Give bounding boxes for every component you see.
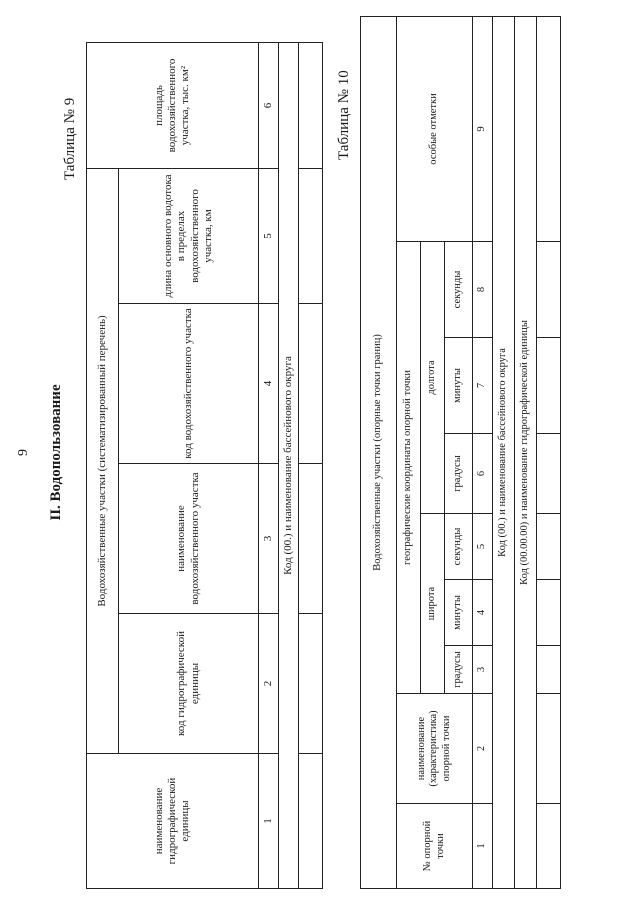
table9-empty-cell xyxy=(299,169,323,304)
table9-header-6 xyxy=(87,43,259,169)
table10-lat-seconds: секунды xyxy=(445,514,473,580)
table9-group-row xyxy=(87,43,119,889)
table9-empty-cell xyxy=(299,754,323,889)
table9-empty-row xyxy=(299,43,323,889)
table9-header-5: длина основного водотока в пределах водохозяйственного участка, км xyxy=(119,169,259,304)
table10-header-point-no: № опорной точки xyxy=(397,804,473,889)
table10-geo-header: географические координаты опорной точки xyxy=(397,242,421,694)
table10-header-notes: особые отметки xyxy=(397,16,473,241)
table9-header-3: наименование водохозяйственного участка xyxy=(119,464,259,614)
table10-lon-seconds: секунды xyxy=(445,242,473,338)
table10-geo-row xyxy=(397,16,421,888)
table10-label: Таблица № 10 xyxy=(336,70,352,160)
table10-empty-cell xyxy=(537,242,561,338)
table9-code-row xyxy=(279,43,299,889)
table9-header-4: код водохозяйственного участка xyxy=(119,304,259,464)
table10-num-6: 6 xyxy=(473,434,493,514)
section-title: II. Водопользование xyxy=(48,384,64,521)
table9-code-cell: Код (00.) и наименование бассейнового округа xyxy=(279,43,299,889)
page-number: 9 xyxy=(16,449,31,456)
table9-num-1: 1 xyxy=(259,754,279,889)
table10-lon-minutes: минуты xyxy=(445,338,473,434)
table10-num-9: 9 xyxy=(473,16,493,241)
table9-header-1: наименование гидрографической единицы xyxy=(87,754,259,889)
table10-lat-degrees: градусы xyxy=(445,646,473,694)
table10-group-row xyxy=(361,16,397,888)
table10-number-row xyxy=(473,16,493,888)
table10-lon-header: долгота xyxy=(421,242,445,514)
table9-label: Таблица № 9 xyxy=(62,97,78,180)
table10-empty-cell xyxy=(537,434,561,514)
table10-num-1: 1 xyxy=(473,804,493,889)
table10-empty-cell xyxy=(537,694,561,804)
table9-num-2: 2 xyxy=(259,614,279,754)
table10-code-row-2 xyxy=(515,16,537,888)
table9-empty-cell xyxy=(299,304,323,464)
table10 xyxy=(360,16,561,889)
table10-code-cell-1: Код (00.) и наименование бассейнового округа xyxy=(493,16,515,888)
table10-header-point-name: наименование (характеристика) опорной точки xyxy=(397,694,473,804)
table9-num-3: 3 xyxy=(259,464,279,614)
table9-header-2: код гидрографической единицы xyxy=(119,614,259,754)
table10-num-8: 8 xyxy=(473,242,493,338)
table9-header-6-text: площадь водохозяйственного участка, тыс. км² xyxy=(152,58,192,153)
table10-num-3: 3 xyxy=(473,646,493,694)
table10-empty-cell xyxy=(537,16,561,241)
table10-empty-cell xyxy=(537,804,561,889)
table9-num-6: 6 xyxy=(259,43,279,169)
table9-empty-cell xyxy=(299,614,323,754)
table10-empty-cell xyxy=(537,514,561,580)
table10-empty-cell xyxy=(537,646,561,694)
table10-num-4: 4 xyxy=(473,580,493,646)
table10-lat-header: широта xyxy=(421,514,445,694)
table9-group-header: Водохозяйственные участки (систематизированный перечень) xyxy=(87,169,119,754)
table10-num-5: 5 xyxy=(473,514,493,580)
table10-empty-cell xyxy=(537,580,561,646)
table10-lat-minutes: минуты xyxy=(445,580,473,646)
table10-empty-row xyxy=(537,16,561,888)
table9-empty-cell xyxy=(299,464,323,614)
table9-empty-cell xyxy=(299,43,323,169)
table9-number-row xyxy=(259,43,279,889)
table9 xyxy=(86,42,323,889)
table10-code-row-1 xyxy=(493,16,515,888)
table10-code-cell-2: Код (00.00.00) и наименование гидрографической единицы xyxy=(515,16,537,888)
table9-num-5: 5 xyxy=(259,169,279,304)
table10-num-7: 7 xyxy=(473,338,493,434)
table10-empty-cell xyxy=(537,338,561,434)
table9-num-4: 4 xyxy=(259,304,279,464)
table10-group-header: Водохозяйственные участки (опорные точки границ) xyxy=(361,16,397,888)
table10-num-2: 2 xyxy=(473,694,493,804)
table10-lon-degrees: градусы xyxy=(445,434,473,514)
